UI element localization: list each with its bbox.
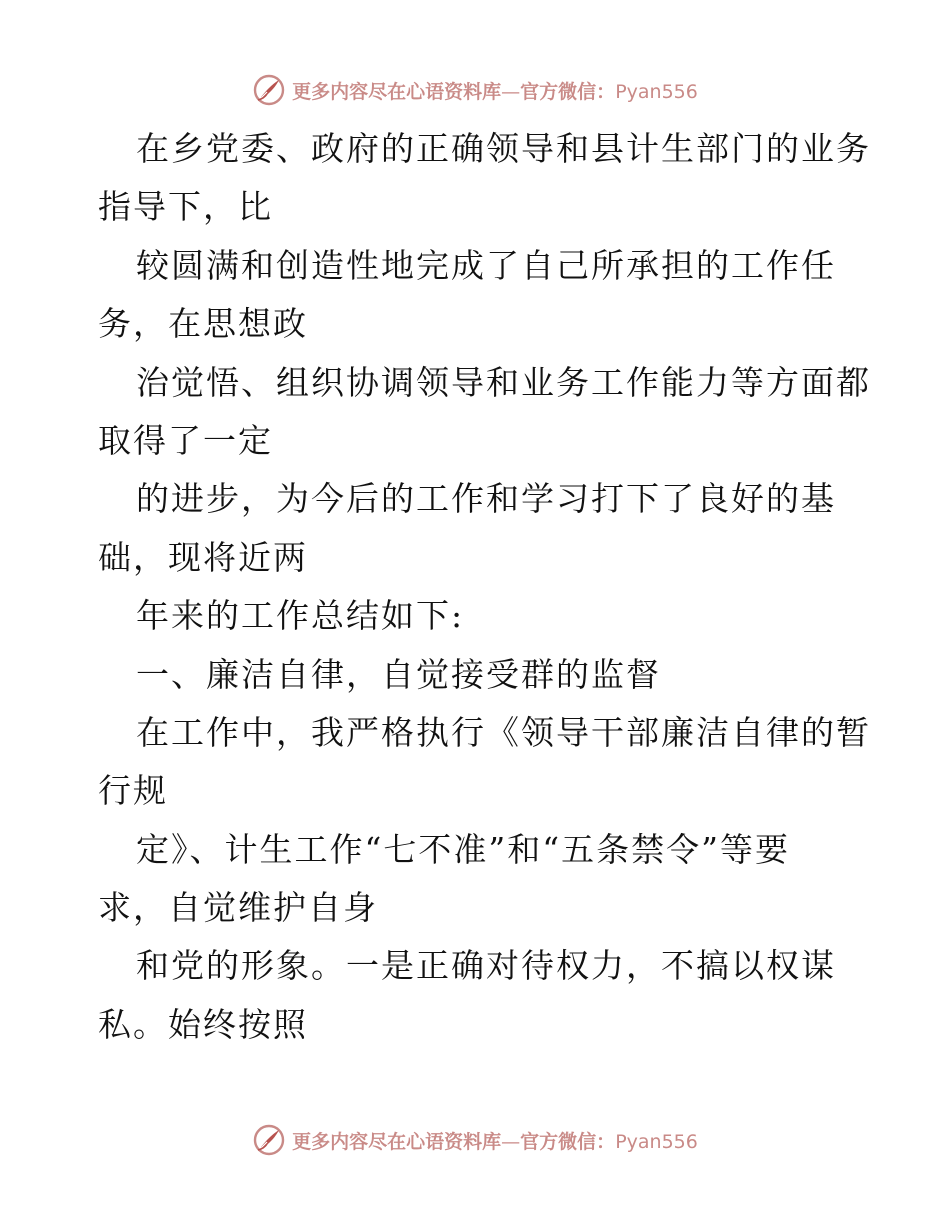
body-line: 较圆满和创造性地完成了自己所承担的工作任 (136, 245, 836, 285)
watermark-wechat-id: Pyan556 (615, 1130, 698, 1153)
body-line: 求，自觉维护自身 (98, 888, 378, 928)
watermark-text (292, 1127, 698, 1154)
body-line: 在工作中，我严格执行《领导干部廉洁自律的暂 (136, 712, 871, 752)
body-line: 和党的形象。一是正确对待权力，不搞以权谋 (136, 946, 836, 986)
feather-pen-logo-icon (252, 73, 286, 107)
header-watermark (0, 70, 950, 110)
watermark-official: 官方微信： (520, 1130, 616, 1153)
feather-pen-logo-icon (252, 1123, 286, 1157)
section-heading: 一、廉洁自律，自觉接受群的监督 (136, 654, 661, 694)
footer-watermark (0, 1120, 950, 1160)
watermark-main: 更多内容尽在心语资料库 (292, 80, 502, 103)
body-line: 行规 (98, 771, 168, 811)
body-line: 在乡党委、政府的正确领导和县计生部门的业务 (136, 129, 871, 168)
body-line: 年来的工作总结如下: (136, 596, 465, 636)
body-line: 务，在思想政 (98, 304, 308, 344)
body-line: 定》、计生工作“七不准”和“五条禁令”等要 (136, 829, 790, 869)
body-line: 础，现将近两 (98, 537, 308, 577)
watermark-main: 更多内容尽在心语资料库 (292, 1130, 502, 1153)
body-line: 指导下，比 (98, 187, 273, 227)
watermark-wechat-id: Pyan556 (615, 80, 698, 103)
body-line: 取得了一定 (98, 420, 273, 460)
watermark-dash: — (501, 80, 521, 103)
body-line: 私。始终按照 (98, 1004, 308, 1044)
body-line: 的进步，为今后的工作和学习打下了良好的基 (136, 479, 836, 519)
watermark-official: 官方微信： (520, 80, 616, 103)
watermark-dash: — (501, 1130, 521, 1153)
document-body (98, 120, 871, 1054)
watermark-text (292, 77, 698, 104)
body-line: 治觉悟、组织协调领导和业务工作能力等方面都 (136, 362, 871, 402)
